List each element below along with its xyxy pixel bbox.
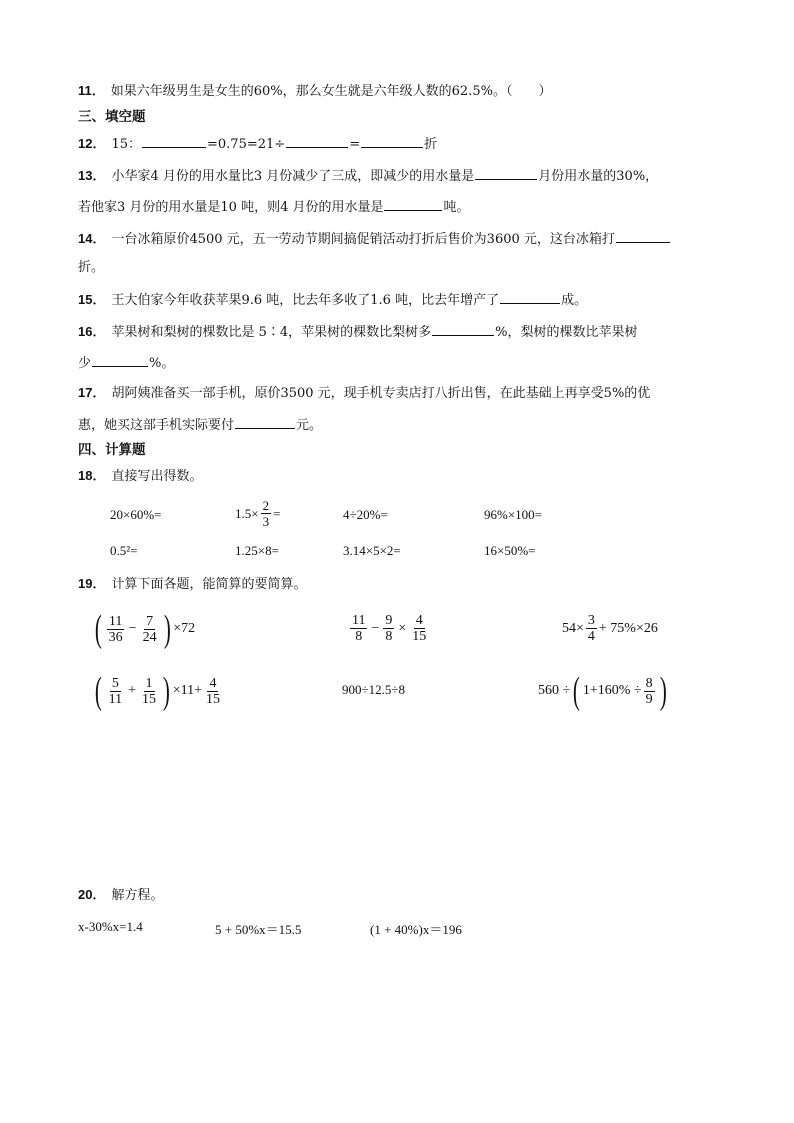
- question-13-line-2: 若他家3 月份的用水量是10 吨，则4 月份的用水量是 吨。: [78, 197, 470, 217]
- answer-blank[interactable]: [475, 166, 537, 180]
- mental-calc-item: 20×60%=: [110, 507, 162, 522]
- question-13: 13． 小华家4 月份的用水量比3 月份减少了三成，即减少的用水量是 月份用水量的30%，: [78, 168, 659, 184]
- answer-blank[interactable]: [361, 134, 423, 148]
- fraction: $\frac{4}{15}$: [205, 675, 220, 707]
- question-number: 19．: [78, 576, 106, 591]
- question-text: 如果六年级男生是女生的60%，那么女生就是六年级人数的62.5%。（ ）: [110, 84, 552, 99]
- question-15: 15． 王大伯家今年收获苹果9.6 吨，比去年多收了1.6 吨，比去年增产了 成。: [78, 292, 588, 308]
- question-number: 12．: [78, 136, 106, 151]
- answer-blank[interactable]: [500, 290, 560, 304]
- question-16: 16． 苹果树和梨树的棵数比是 5∶4，苹果树的棵数比梨树多 %，梨树的棵数比苹果树: [78, 324, 638, 340]
- fraction: $\frac{9}{8}$: [385, 613, 393, 644]
- mental-calc-item: 16×50%=: [484, 543, 536, 558]
- mental-calc-item: 0.5²=: [110, 543, 138, 558]
- question-17-line-2: 惠，她买这部手机实际要付 元。: [78, 415, 322, 435]
- answer-blank[interactable]: [432, 322, 494, 336]
- question-12: 12． 15： =0.75=21÷ = 折: [78, 136, 438, 152]
- question-number: 14．: [78, 231, 106, 246]
- answer-blank[interactable]: [616, 229, 670, 243]
- fraction: $\frac{2}{3}$: [262, 498, 270, 529]
- mental-calc-item: 1.25×8=: [235, 543, 279, 558]
- question-14: 14． 一台冰箱原价4500 元，五一劳动节期间搞促销活动打折后售价为3600 元，这台冰箱打: [78, 229, 671, 249]
- fraction: $\frac{4}{15}$: [412, 613, 427, 644]
- mental-calc-item: 1.5× $\frac{2}{3}$ =: [235, 498, 281, 529]
- fraction: $\frac{11}{8}$: [352, 613, 366, 644]
- question-17: 17． 胡阿姨准备买一部手机，原价3500 元，现手机专卖店打八折出售，在此基础上再享受5%的优: [78, 385, 651, 401]
- answer-blank[interactable]: [286, 134, 348, 148]
- section-heading-fill-in: 三、填空题: [78, 109, 146, 125]
- fraction: $\frac{1}{15}$: [142, 675, 157, 707]
- question-14-line-2: 折。: [78, 260, 105, 275]
- calc-expression-4: ( $\frac{5}{11}$ + $\frac{1}{15}$ ) ×11+ $\frac{4}{15}$: [94, 670, 220, 712]
- question-number: 15．: [78, 292, 106, 307]
- calc-expression-6: 560 ÷ ( 1+160% ÷ $\frac{8}{9}$ ): [538, 670, 667, 712]
- equation: x-30%x=1.4: [78, 919, 143, 934]
- answer-blank[interactable]: [142, 134, 206, 148]
- mental-calc-item: 96%×100=: [484, 507, 542, 522]
- question-number: 18．: [78, 468, 106, 483]
- answer-blank[interactable]: [235, 415, 295, 429]
- calc-expression-3: 54× $\frac{3}{4}$ + 75%×26: [562, 613, 658, 644]
- equation: 5 + 50%x＝15.5: [215, 922, 302, 937]
- question-number: 11．: [78, 83, 105, 98]
- fraction: $\frac{3}{4}$: [587, 613, 595, 644]
- fraction: $\frac{8}{9}$: [645, 675, 653, 707]
- calc-expression-1: ( $\frac{11}{36}$ − $\frac{7}{24}$ ) ×72: [94, 608, 196, 650]
- answer-blank[interactable]: [384, 197, 442, 211]
- question-number: 17．: [78, 385, 106, 400]
- fraction: $\frac{11}{36}$: [108, 613, 123, 645]
- calc-expression-5: 900÷12.5÷8: [342, 682, 406, 697]
- question-18: 18． 直接写出得数。: [78, 468, 203, 484]
- fraction: $\frac{5}{11}$: [108, 675, 123, 707]
- question-11: [78, 82, 551, 101]
- question-number: 20．: [78, 887, 106, 902]
- mental-calc-item: 4÷20%=: [343, 507, 388, 522]
- fraction: $\frac{7}{24}$: [142, 613, 157, 645]
- question-number: 13．: [78, 168, 106, 183]
- question-20: 20． 解方程。: [78, 887, 164, 903]
- equation: (1 + 40%)x＝196: [370, 922, 462, 937]
- answer-blank[interactable]: [92, 353, 148, 367]
- question-16-line-2: 少 %。: [78, 353, 174, 373]
- question-19: 19． 计算下面各题，能简算的要简算。: [78, 576, 307, 592]
- section-heading-calculation: 四、计算题: [78, 442, 146, 458]
- mental-calc-item: 3.14×5×2=: [343, 543, 401, 558]
- calc-expression-2: $\frac{11}{8}$ − $\frac{9}{8}$ × $\frac{4}{15}$: [352, 613, 427, 644]
- question-number: 16．: [78, 324, 106, 339]
